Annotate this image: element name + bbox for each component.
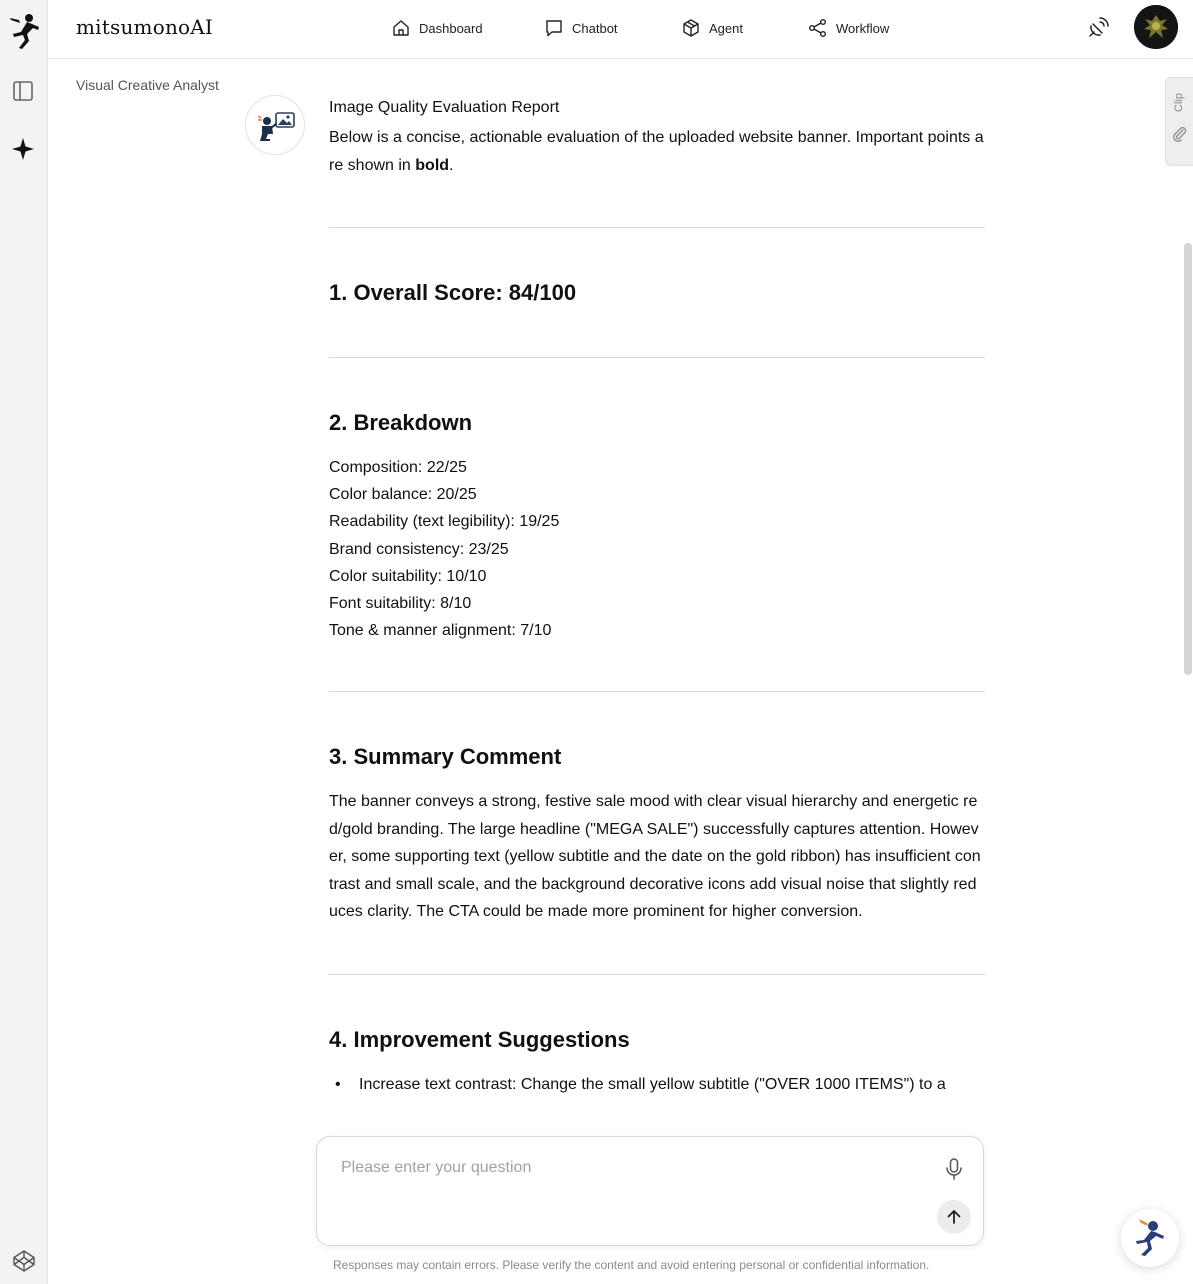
- disclaimer-text: Responses may contain errors. Please verify the content and avoid entering personal or confidential information.: [333, 1258, 930, 1272]
- chat-bubble-icon: [544, 18, 564, 38]
- breakdown-item: Font suitability: 8/10: [329, 595, 472, 613]
- section-heading-breakdown: 2. Breakdown: [329, 410, 473, 435]
- paperclip-icon: [1172, 126, 1188, 142]
- sparkle-icon[interactable]: [11, 137, 35, 161]
- content-scrollbar[interactable]: [1184, 243, 1192, 675]
- section-heading-summary: 3. Summary Comment: [329, 744, 562, 770]
- assistant-message: [329, 97, 985, 1098]
- clip-label: Clip: [1173, 93, 1185, 112]
- top-header: [48, 0, 1193, 59]
- nav-dashboard[interactable]: [391, 17, 483, 39]
- left-rail: [0, 0, 48, 1284]
- microphone-icon[interactable]: [943, 1157, 965, 1181]
- assistant-fab-button[interactable]: [1121, 1209, 1179, 1267]
- nav-dashboard-label: Dashboard: [419, 20, 483, 36]
- question-composer: [316, 1136, 984, 1246]
- user-avatar-icon: [1134, 5, 1178, 49]
- improvement-list: [329, 1071, 985, 1099]
- cube-icon: [681, 18, 701, 38]
- agent-analyst-icon: [246, 96, 306, 156]
- codepen-icon[interactable]: [12, 1249, 36, 1273]
- breakdown-item: Readability (text legibility): 19/25: [329, 513, 560, 531]
- question-input[interactable]: [341, 1159, 921, 1189]
- send-button[interactable]: [937, 1200, 971, 1234]
- breakdown-item: Brand consistency: 23/25: [329, 540, 509, 558]
- satellite-dish-icon[interactable]: [1086, 16, 1110, 40]
- nav-agent[interactable]: [681, 17, 743, 39]
- report-intro: [329, 124, 985, 179]
- workflow-share-icon: [808, 18, 828, 38]
- breakdown-list: [329, 454, 985, 644]
- breakdown-item: Tone & manner alignment: 7/10: [329, 622, 552, 640]
- sidebar-toggle-icon[interactable]: [12, 80, 34, 102]
- improvement-item: • Increase text contrast: Change the small yellow subtitle ("OVER 1000 ITEMS") to a: [329, 1071, 985, 1099]
- section-heading-overall-score: 1. Overall Score: 84/100: [329, 280, 577, 305]
- breakdown-item: Color balance: 20/25: [329, 486, 477, 504]
- intro-bold-text: bold: [415, 156, 450, 174]
- ninja-logo-icon[interactable]: [7, 12, 41, 50]
- ninja-mascot-icon: [1121, 1209, 1179, 1267]
- breakdown-item: Color suitability: 10/10: [329, 567, 487, 585]
- agent-avatar: [245, 95, 305, 155]
- brand-name[interactable]: mitsumonoAI: [76, 15, 214, 39]
- nav-chatbot-label: Chatbot: [572, 20, 618, 36]
- user-avatar[interactable]: [1134, 5, 1178, 49]
- intro-text: Below is a concise, actionable evaluation of the uploaded website banner. Important points are shown in: [329, 129, 984, 174]
- nav-workflow[interactable]: [808, 17, 889, 39]
- nav-workflow-label: Workflow: [836, 20, 890, 36]
- arrow-up-icon: [945, 1208, 963, 1226]
- nav-agent-label: Agent: [709, 20, 743, 36]
- section-heading-improvements: 4. Improvement Suggestions: [329, 1026, 630, 1052]
- home-icon: [391, 18, 411, 38]
- report-title: Image Quality Evaluation Report: [329, 99, 560, 116]
- agent-name-label: Visual Creative Analyst: [76, 77, 219, 93]
- breakdown-item: Composition: 22/25: [329, 459, 467, 476]
- nav-chatbot[interactable]: [544, 17, 618, 39]
- clip-tab[interactable]: [1165, 77, 1193, 166]
- intro-suffix: .: [449, 156, 454, 174]
- summary-comment: The banner conveys a strong, festive sale mood with clear visual hierarchy and energetic red/gold branding. The large headline ("MEGA SALE") successfully captures attention. However, some supporting text (yellow subtitle and the date on the gold ribbon) has insufficient contrast and small scale, and the background decorative icons add visual noise that slightly reduces clarity. The CTA could be made more prominent for higher conversion.: [329, 793, 981, 921]
